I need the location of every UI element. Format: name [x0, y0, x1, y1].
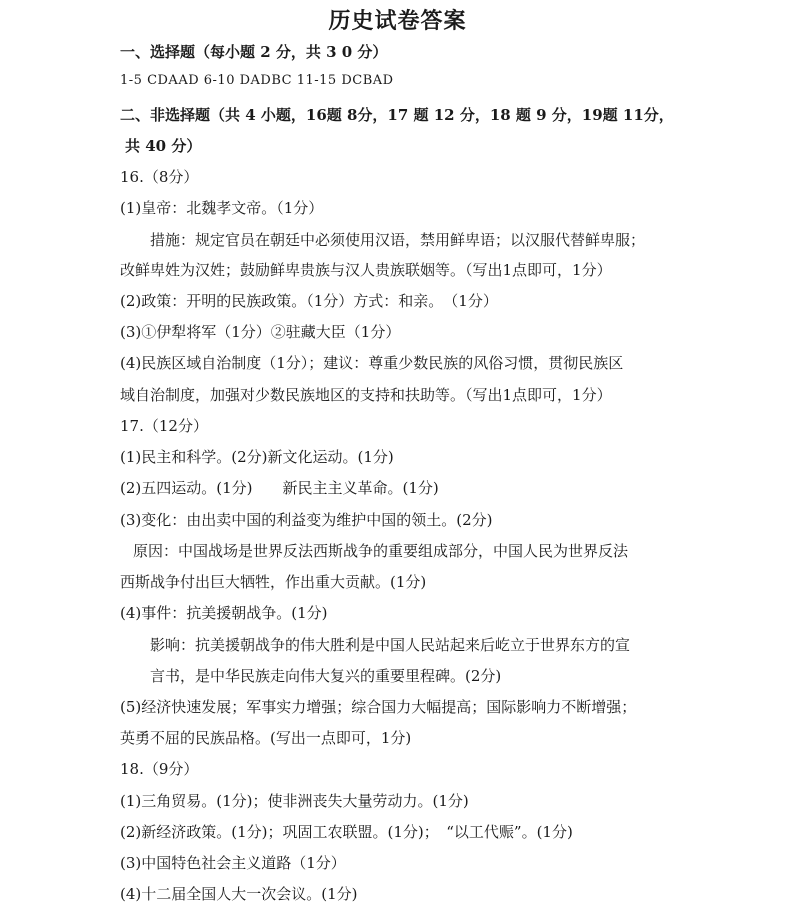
section-2-heading: 二、非选择题（共 4 小题，16题 8分，17 题 12 分，18 题 9 分，19题 11分， [120, 106, 674, 124]
section-2-heading-cont: 共 40 分） [125, 137, 202, 155]
q16-3-answer: (3)①伊犁将军（1分）②驻藏大臣（1分） [120, 323, 401, 341]
q17-2-answer: (2)五四运动。(1分) 新民主主义革命。(1分) [120, 479, 439, 497]
multiple-choice-answers: 1-5 CDAAD 6-10 DADBC 11-15 DCBAD [120, 73, 394, 88]
q17-4-event: (4)事件：抗美援朝战争。(1分) [120, 604, 328, 622]
page-title: 历史试卷答案 [328, 8, 467, 34]
q18-4-answer: (4)十二届全国人大一次会议。(1分) [120, 885, 358, 903]
q18-heading: 18.（9分） [120, 760, 199, 778]
q16-1-measures-cont: 改鲜卑姓为汉姓；鼓励鲜卑贵族与汉人贵族联姻等。（写出1点即可，1分） [120, 261, 612, 279]
q17-3-reason: 原因：中国战场是世界反法西斯战争的重要组成部分，中国人民为世界反法 [133, 542, 629, 560]
q16-2-answer: (2)政策：开明的民族政策。（1分）方式：和亲。 （1分） [120, 292, 498, 310]
q17-1-answer: (1)民主和科学。(2分)新文化运动。(1分) [120, 448, 394, 466]
q16-1-measures: 措施：规定官员在朝廷中必须使用汉语，禁用鲜卑语；以汉服代替鲜卑服； [150, 231, 646, 249]
q17-3-reason-cont: 西斯战争付出巨大牺牲，作出重大贡献。(1分) [120, 573, 427, 591]
q17-heading: 17.（12分） [120, 417, 208, 435]
q18-3-answer: (3)中国特色社会主义道路（1分） [120, 854, 346, 872]
q17-4-impact-cont: 言书，是中华民族走向伟大复兴的重要里程碑。(2分) [150, 667, 502, 685]
q16-4-answer: (4)民族区域自治制度（1分）；建议：尊重少数民族的风俗习惯，贯彻民族区 [120, 354, 624, 372]
q16-4-answer-cont: 域自治制度，加强对少数民族地区的支持和扶助等。（写出1点即可，1分） [120, 386, 612, 404]
q16-heading: 16.（8分） [120, 168, 199, 186]
q17-5-answer: (5)经济快速发展；军事实力增强；综合国力大幅提高；国际影响力不断增强； [120, 698, 637, 716]
q18-2-answer: (2)新经济政策。(1分)；巩固工农联盟。(1分)； “以工代赈”。(1分) [120, 823, 573, 841]
q18-1-answer: (1)三角贸易。(1分)；使非洲丧失大量劳动力。(1分) [120, 792, 469, 810]
section-1-heading: 一、选择题（每小题 2 分，共 3 0 分） [120, 43, 388, 61]
q16-1-answer: (1)皇帝：北魏孝文帝。（1分） [120, 199, 324, 217]
q17-4-impact: 影响：抗美援朝战争的伟大胜利是中国人民站起来后屹立于世界东方的宣 [150, 636, 631, 654]
q17-5-answer-cont: 英勇不屈的民族品格。(写出一点即可，1分) [120, 729, 412, 747]
q17-3-change: (3)变化：由出卖中国的利益变为维护中国的领土。(2分) [120, 511, 493, 529]
